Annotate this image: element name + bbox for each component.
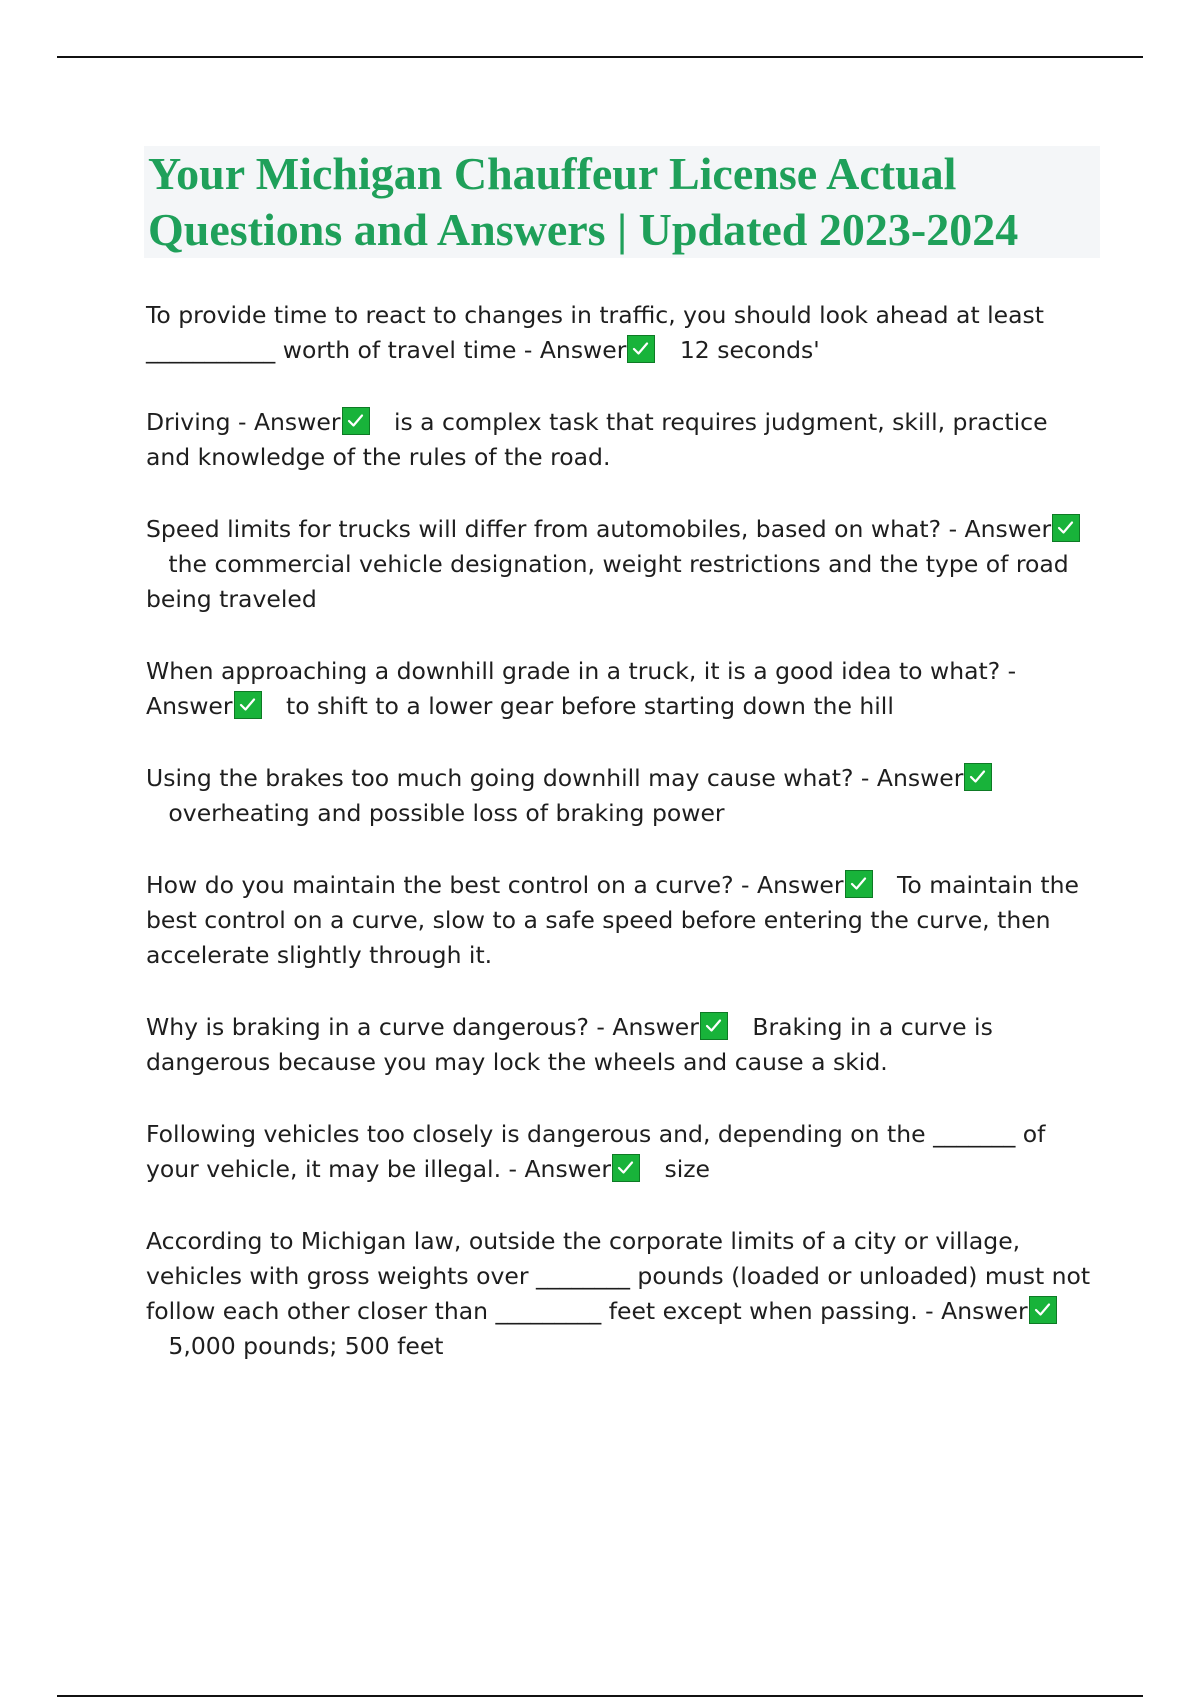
answer-marker: Answer: [539, 336, 627, 364]
answer-marker: Answer: [941, 1297, 1028, 1325]
answer-text: the commercial vehicle designation, weight restrictions and the type of road being traveled: [146, 550, 1069, 613]
question-text: Following vehicles too closely is dangerous and, depending on the _______ of your vehicle, it may be illegal. -: [146, 1120, 1046, 1183]
qa-item: [146, 868, 1096, 973]
document-title: Your Michigan Chauffeur License Actual Questions and Answers | Updated 2023-2024: [148, 148, 1019, 255]
answer-text: overheating and possible loss of braking power: [168, 799, 725, 827]
answer-text: 12 seconds': [679, 336, 820, 364]
question-text: When approaching a downhill grade in a truck, it is a good idea to what? -: [146, 657, 1017, 685]
answer-marker: Answer: [146, 692, 233, 720]
qa-item: [146, 405, 1096, 475]
answer-text: size: [664, 1155, 711, 1183]
checkmark-box-icon: [1029, 1296, 1057, 1324]
answer-marker: Answer: [524, 1155, 612, 1183]
answer-text: is a complex task that requires judgment, skill, practice and knowledge of the rules of the road.: [146, 408, 1048, 471]
qa-item: [146, 1117, 1096, 1187]
question-text: How do you maintain the best control on a curve? -: [146, 871, 757, 899]
checkmark-box-icon: [700, 1012, 728, 1040]
answer-marker: Answer: [757, 871, 844, 899]
checkmark-box-icon: [342, 407, 370, 435]
answer-text: To maintain the best control on a curve, slow to a safe speed before entering the curve, then accelerate slightly through it.: [146, 871, 1079, 969]
answer-text: 5,000 pounds; 500 feet: [168, 1332, 444, 1360]
qa-item: [146, 761, 1096, 831]
bottom-rule: [57, 1695, 1143, 1697]
question-text: According to Michigan law, outside the corporate limits of a city or village, vehicles with gross weights over ________ pounds (loaded or unloaded) must not follow each other closer than _________ feet except when passing. -: [146, 1227, 1091, 1325]
qa-item: [146, 1010, 1096, 1080]
question-text: Using the brakes too much going downhill may cause what? -: [146, 764, 877, 792]
checkmark-box-icon: [627, 335, 655, 363]
qa-item: [146, 654, 1096, 724]
qa-item: [146, 1224, 1096, 1364]
answer-text: to shift to a lower gear before starting down the hill: [285, 692, 894, 720]
title-banner: [144, 146, 1100, 258]
checkmark-box-icon: [612, 1154, 640, 1182]
qa-item: [146, 298, 1096, 368]
answer-marker: Answer: [612, 1013, 699, 1041]
qa-list: [146, 298, 1096, 1401]
checkmark-box-icon: [1052, 514, 1080, 542]
answer-marker: Answer: [253, 408, 341, 436]
checkmark-box-icon: [964, 763, 992, 791]
question-text: Why is braking in a curve dangerous? -: [146, 1013, 613, 1041]
question-text: Speed limits for trucks will differ from automobiles, based on what? -: [146, 515, 965, 543]
question-text: Driving -: [146, 408, 254, 436]
question-text: To provide time to react to changes in traffic, you should look ahead at least ___________ worth of travel time -: [146, 301, 1044, 364]
checkmark-box-icon: [845, 870, 873, 898]
qa-item: [146, 512, 1096, 617]
top-rule: [57, 56, 1143, 58]
checkmark-box-icon: [234, 691, 262, 719]
answer-text: Braking in a curve is dangerous because you may lock the wheels and cause a skid.: [146, 1013, 993, 1076]
answer-marker: Answer: [876, 764, 964, 792]
answer-marker: Answer: [964, 515, 1052, 543]
